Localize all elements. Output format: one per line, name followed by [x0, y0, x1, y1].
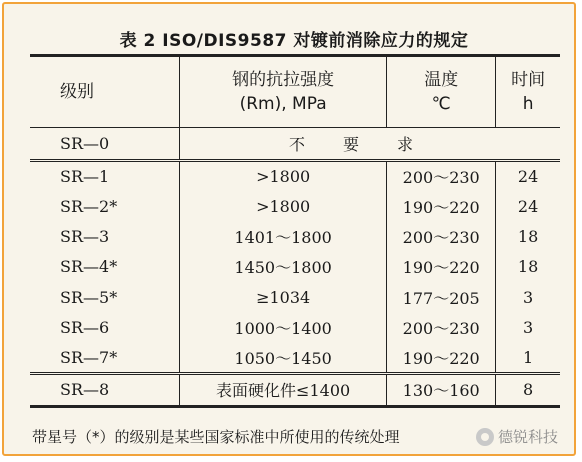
temperature-cell: 200～230	[387, 161, 496, 191]
watermark	[476, 426, 558, 447]
table-row-sr0	[30, 128, 560, 161]
strength-cell: 表面硬化件≤1400	[180, 373, 387, 406]
grade-cell: SR—1	[60, 166, 110, 186]
time-cell: 3	[496, 312, 560, 342]
grade-cell: SR—4*	[60, 257, 118, 277]
temperature-cell: 200～230	[387, 312, 496, 342]
temperature-cell: 200～230	[387, 221, 496, 251]
header-grade: 级别	[60, 82, 94, 102]
strength-cell: 1401～1800	[180, 221, 387, 251]
header-time-line1: 时间	[511, 70, 546, 90]
header-strength-line2: (Rm), MPa	[239, 94, 327, 114]
requirement-cell: 不要求	[180, 128, 560, 161]
grade-cell: SR—0	[60, 134, 110, 153]
strength-cell: 1000～1400	[180, 312, 387, 342]
grade-cell: SR—3	[60, 226, 110, 246]
stress-relief-table	[30, 54, 560, 408]
header-time-line2: h	[522, 94, 534, 114]
strength-cell: 1450～1800	[180, 252, 387, 282]
time-cell: 8	[496, 373, 560, 406]
header-strength	[180, 56, 387, 128]
header-strength-line1: 钢的抗拉强度	[232, 70, 335, 90]
table-row	[30, 343, 560, 373]
grade-cell: SR—7*	[60, 347, 118, 367]
document-page	[18, 12, 570, 456]
table-row	[30, 221, 560, 251]
strength-cell: 1050～1450	[180, 343, 387, 373]
header-time	[496, 56, 560, 128]
time-cell: 24	[496, 191, 560, 221]
table-title: 表 2 ISO/DIS9587 对镀前消除应力的规定	[119, 31, 469, 51]
header-temperature	[387, 56, 496, 128]
header-temp-line2: ℃	[431, 94, 451, 114]
temperature-cell: 190～220	[387, 191, 496, 221]
temperature-cell: 190～220	[387, 252, 496, 282]
grade-cell: SR—5*	[60, 287, 118, 307]
grade-cell: SR—6	[60, 318, 110, 338]
time-cell: 18	[496, 221, 560, 251]
table-row	[30, 191, 560, 221]
table-row-sr8	[30, 373, 560, 406]
time-cell: 1	[496, 343, 560, 373]
temperature-cell: 190～220	[387, 343, 496, 373]
grade-cell: SR—2*	[60, 196, 118, 216]
time-cell: 24	[496, 161, 560, 191]
strength-cell: >1800	[180, 191, 387, 221]
footnote: 带星号（*）的级别是某些国家标准中所使用的传统处理	[32, 428, 400, 446]
strength-cell: ≥1034	[180, 282, 387, 312]
time-cell: 18	[496, 252, 560, 282]
time-cell: 3	[496, 282, 560, 312]
watermark-text: 德锐科技	[497, 428, 558, 446]
table-row	[30, 252, 560, 282]
image-frame	[2, 2, 576, 456]
table-row	[30, 282, 560, 312]
temperature-cell: 130～160	[387, 373, 496, 406]
watermark-logo-icon	[476, 428, 494, 446]
header-temp-line1: 温度	[424, 70, 459, 90]
temperature-cell: 177～205	[387, 282, 496, 312]
strength-cell: >1800	[180, 161, 387, 191]
table-row	[30, 312, 560, 342]
grade-cell: SR—8	[60, 380, 110, 400]
table-row	[30, 161, 560, 191]
table-header-row	[30, 56, 560, 128]
